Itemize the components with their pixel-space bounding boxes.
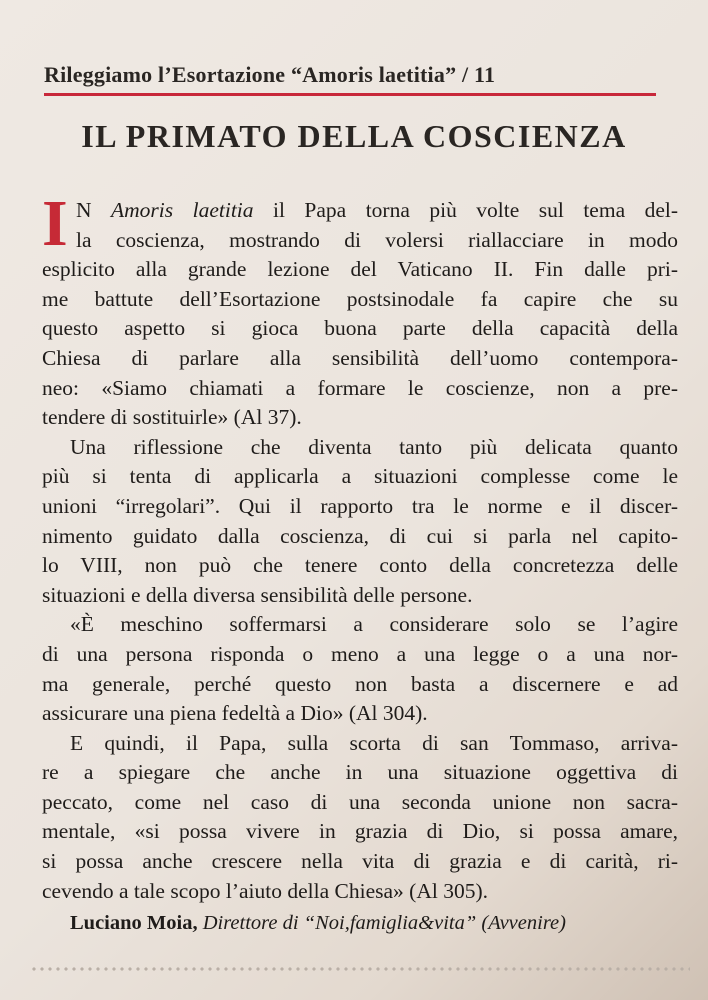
text-line — [42, 196, 678, 226]
text-line: mentale, «si possa vivere in grazia di Dio, si possa amare, — [42, 819, 678, 844]
author-role: Direttore di “Noi,famiglia&vita” (Avvenire) — [202, 912, 566, 934]
article-body — [42, 187, 679, 906]
text-line: tendere di sostituirle» (Al 37). — [42, 405, 302, 430]
text-line: lo VIII, non può che tenere conto della concretezza delle — [42, 553, 678, 578]
dotted-divider — [30, 966, 690, 972]
paragraph-2 — [42, 433, 678, 611]
text-line: Una riflessione che diventa tanto più delicata quanto — [70, 434, 678, 459]
text-line: unioni “irregolari”. Qui il rapporto tra le norme e il discer- — [42, 493, 678, 518]
series-heading: Rileggiamo l’Esortazione “Amoris laetitia” / 11 — [44, 62, 496, 87]
text-line: Chiesa di parlare alla sensibilità dell’uomo contempora- — [42, 345, 678, 370]
text-line: «È meschino soffermarsi a considerare solo se l’agire — [70, 612, 678, 637]
text-run: N — [76, 198, 112, 222]
text-line: la coscienza, mostrando di volersi riallacciare in modo — [76, 227, 678, 252]
text-line: E quindi, il Papa, sulla scorta di san Tommaso, arriva- — [70, 730, 678, 755]
text-line: situazioni e della diversa sensibilità delle persone. — [42, 582, 473, 607]
text-line: questo aspetto si gioca buona parte della capacità della — [42, 316, 678, 341]
text-line: assicurare una piena fedeltà a Dio» (Al 304). — [42, 701, 428, 726]
paragraph-4 — [42, 729, 678, 907]
author-signature — [70, 912, 708, 935]
text-line: esplicito alla grande lezione del Vaticano II. Fin dalle pri- — [42, 257, 678, 282]
text-line: re a spiegare che anche in una situazione oggettiva di — [42, 760, 678, 785]
text-line: si possa anche crescere nella vita di grazia e di carità, ri- — [42, 849, 678, 874]
author-name: Luciano Moia, — [70, 912, 198, 934]
text-line: neo: «Siamo chiamati a formare le coscienze, non a pre- — [42, 375, 678, 400]
series-heading-underline — [44, 93, 656, 96]
text-line: cevendo a tale scopo l’aiuto della Chiesa» (Al 305). — [42, 878, 488, 903]
text-line: me battute dell’Esortazione postsinodale fa capire che su — [42, 286, 678, 311]
publication-title: Amoris laetitia — [111, 198, 254, 222]
text-line: ma generale, perché questo non basta a discernere e ad — [42, 671, 678, 696]
text-run: il Papa torna più volte sul tema del- — [253, 198, 679, 222]
text-line: di una persona risponda o meno a una legge o a una nor- — [42, 641, 678, 666]
paragraph-1 — [42, 187, 679, 433]
drop-cap: I — [42, 187, 68, 260]
text-line: più si tenta di applicarla a situazioni complesse come le — [42, 464, 678, 489]
text-line: peccato, come nel caso di una seconda unione non sacra- — [42, 789, 678, 814]
paragraph-3 — [42, 610, 678, 728]
article-title: IL PRIMATO DELLA COSCIENZA — [81, 118, 627, 154]
text-line: nimento guidato dalla coscienza, di cui si parla nel capito- — [42, 523, 678, 548]
